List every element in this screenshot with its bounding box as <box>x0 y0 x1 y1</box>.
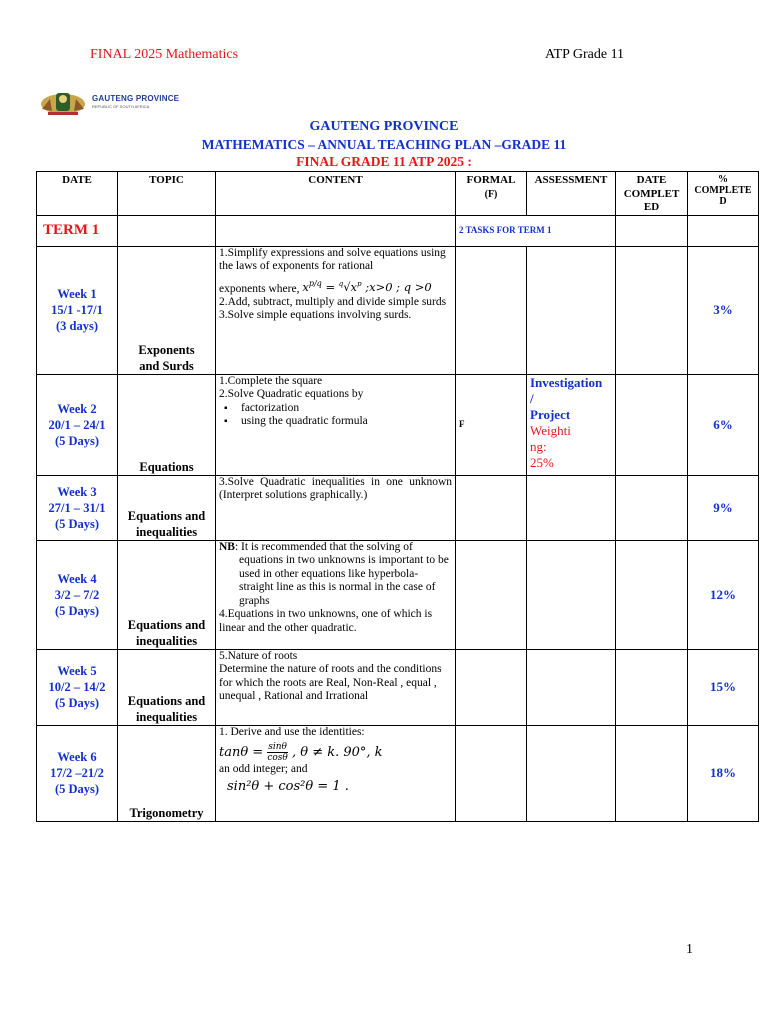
table-row <box>37 374 759 475</box>
exponent-formula: $x^{p/q} = ^q√x^p$ ;x>0 ; q >0 <box>302 279 432 295</box>
col-content: CONTENT <box>216 172 456 216</box>
header-left: FINAL 2025 Mathematics <box>90 47 239 62</box>
title-plan: MATHEMATICS – ANNUAL TEACHING PLAN –GRADE 11 <box>201 137 567 152</box>
topic-cell: Equations and inequalities <box>118 540 216 649</box>
percent-cell: 3% <box>688 246 759 374</box>
week-cell: Week 1 15/1 -17/1 (3 days) <box>37 246 118 374</box>
page-number: 1 <box>686 942 693 957</box>
table-header-row <box>37 172 759 216</box>
term-row <box>37 215 759 246</box>
content-cell: NB: It is recommended that the solving of equations in two unknowns is important to be used in other equations like hyperbola-straight line as this is normal in the case of graphs 4.Equations in two unknowns, one of which is linear and the other quadratic. <box>216 540 456 649</box>
topic-cell: Equations <box>118 374 216 475</box>
week-cell: Week 3 27/1 – 31/1 (5 Days) <box>37 475 118 540</box>
table-row <box>37 475 759 540</box>
content-cell: 1. Derive and use the identities: tanθ = $\frac{\sin\theta}{\cos\theta}$ , θ ≠ k. 90°, k an odd integer; and sin²θ + cos²θ = 1 . <box>216 725 456 821</box>
title-province: GAUTENG PROVINCE <box>309 119 459 134</box>
logo-sub: REPUBLIC OF SOUTH AFRICA <box>92 104 150 109</box>
title-final: FINAL GRADE 11 ATP 2025 : <box>296 154 472 169</box>
col-topic: TOPIC <box>118 172 216 216</box>
topic-cell: Equations and inequalities <box>118 475 216 540</box>
topic-cell: Trigonometry <box>118 725 216 821</box>
percent-cell: 12% <box>688 540 759 649</box>
term-tasks: 2 TASKS FOR TERM 1 <box>456 215 616 246</box>
percent-cell: 9% <box>688 475 759 540</box>
topic-cell: Exponents and Surds <box>118 246 216 374</box>
term-label: TERM 1 <box>37 215 118 246</box>
content-cell: 5.Nature of roots Determine the nature of roots and the conditions for which the roots are Real, Non-Real , equal , unequal , Rational and Irrational <box>216 649 456 725</box>
coat-of-arms-icon <box>38 87 88 117</box>
gauteng-logo <box>38 86 198 118</box>
header-right: ATP Grade 11 <box>545 47 625 62</box>
col-formal: FORMAL (F) <box>456 172 527 216</box>
table-row <box>37 246 759 374</box>
percent-cell: 15% <box>688 649 759 725</box>
assessment-cell: Investigation / Project Weighti ng: 25% <box>527 374 616 475</box>
table-row <box>37 725 759 821</box>
logo-name: GAUTENG PROVINCE <box>92 94 180 103</box>
col-percent-completed: % COMPLETE D <box>688 172 759 216</box>
teaching-plan-table <box>36 171 759 822</box>
topic-cell: Equations and inequalities <box>118 649 216 725</box>
percent-cell: 18% <box>688 725 759 821</box>
tan-identity: tanθ = $\frac{\sin\theta}{\cos\theta}$ , θ ≠ k. 90°, k <box>219 742 383 763</box>
week-cell: Week 5 10/2 – 14/2 (5 Days) <box>37 649 118 725</box>
content-cell: 1.Complete the square 2.Solve Quadratic equations by ▪ factorization ▪ using the quadratic formula <box>216 374 456 475</box>
table-row <box>37 649 759 725</box>
week-cell: Week 4 3/2 – 7/2 (5 Days) <box>37 540 118 649</box>
bullet-list: ▪ factorization ▪ using the quadratic formula <box>219 402 452 429</box>
week-cell: Week 2 20/1 – 24/1 (5 Days) <box>37 374 118 475</box>
formal-cell: F <box>456 374 527 475</box>
content-cell: 3.Solve Quadratic inequalities in one unknown (Interpret solutions graphically.) <box>216 475 456 540</box>
percent-cell: 6% <box>688 374 759 475</box>
content-cell: 1.Simplify expressions and solve equations using the laws of exponents for rational exponents where, $x^{p/q} = ^q√x^p$ ;x>0 ; q >0 2.Add, subtract, multiply and divide simple surds 3.Solve simple equations involving surds. <box>216 246 456 374</box>
table-row <box>37 540 759 649</box>
col-assessment: ASSESSMENT <box>527 172 616 216</box>
week-cell: Week 6 17/2 –21/2 (5 Days) <box>37 725 118 821</box>
pythagorean-identity: sin²θ + cos²θ = 1 . <box>227 778 349 794</box>
col-date: DATE <box>37 172 118 216</box>
col-date-completed: DATE COMPLET ED <box>616 172 688 216</box>
